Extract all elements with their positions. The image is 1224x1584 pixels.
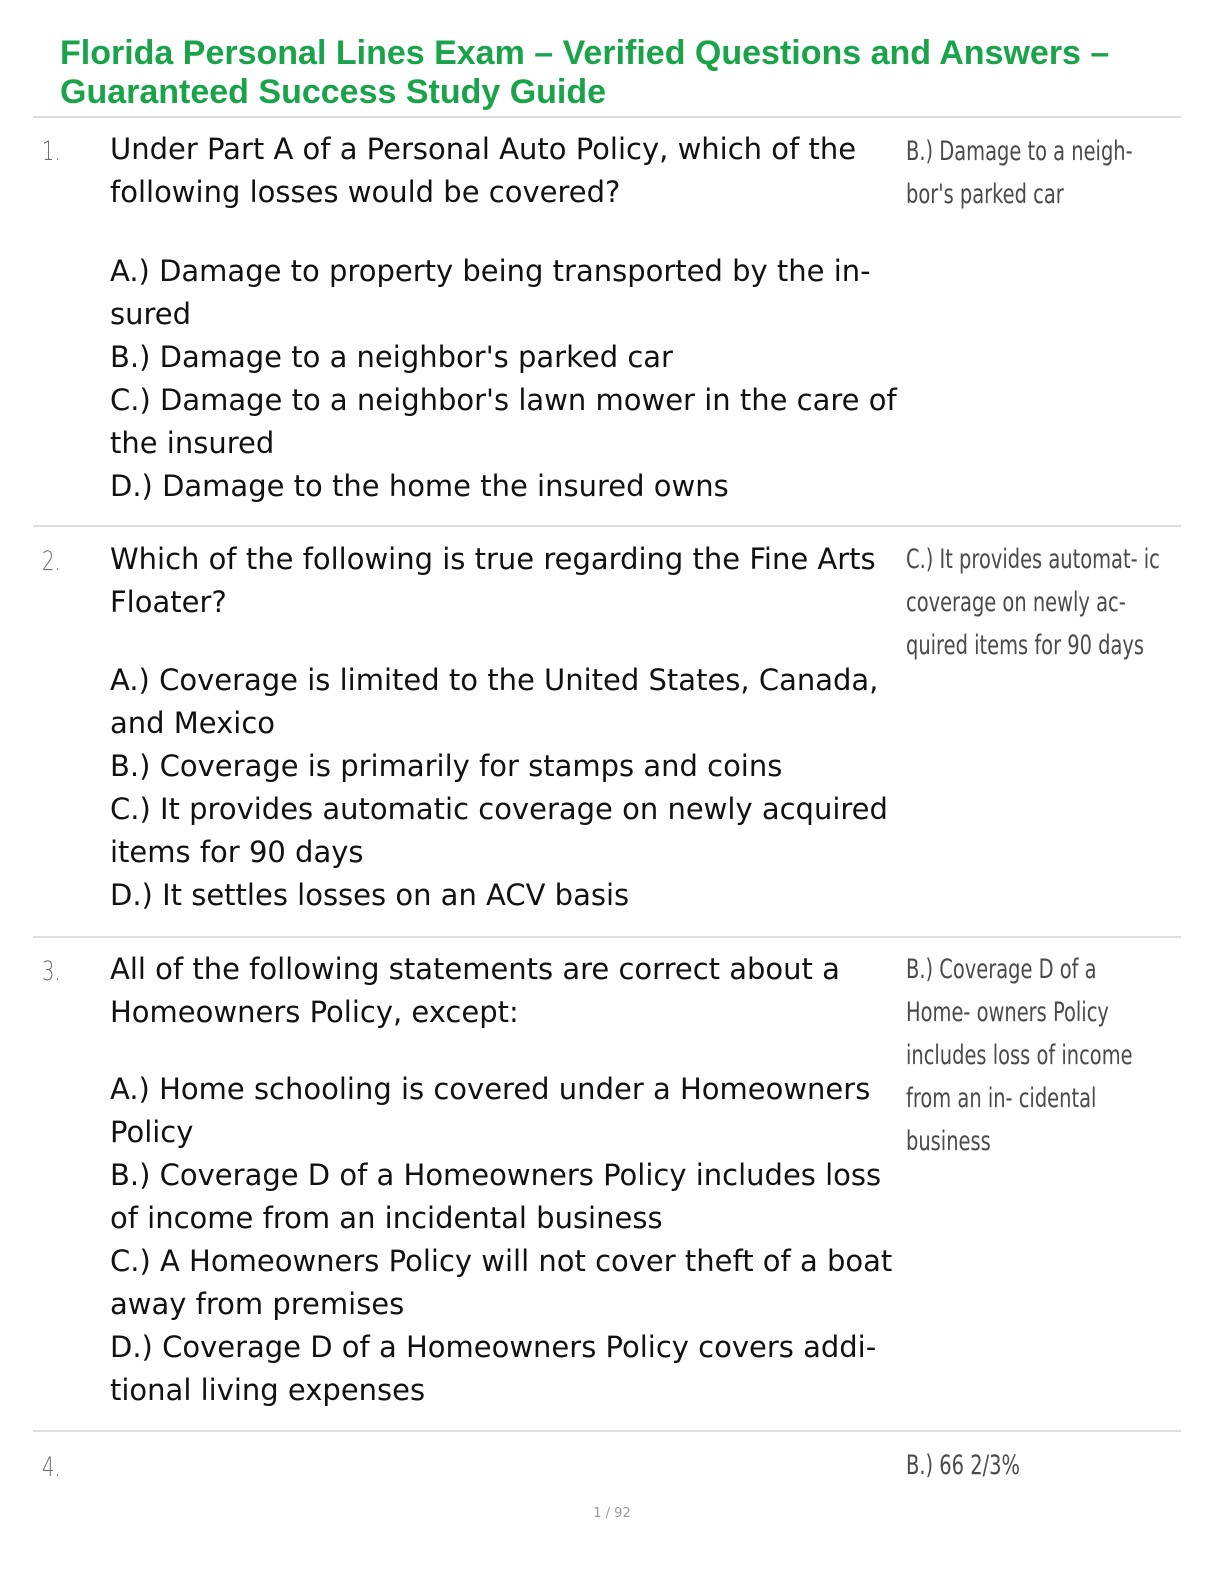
option-b: B.) Damage to a neighbor's parked car [110,340,673,374]
question-text: Under Part A of a Personal Auto Policy, which of the following losses would be covered? [110,132,857,209]
page-indicator: 1 / 92 [593,1506,631,1521]
divider [33,116,1181,118]
question-number: 1. [42,136,61,167]
answer-options [110,250,900,508]
document-title: Florida Personal Lines Exam – Verified Questions and Answers – Guaranteed Success Study Guide [60,34,1110,111]
option-a: A.) Damage to property being transported by the in- sured [110,254,871,331]
answer-options [110,659,900,917]
question-number: 3. [42,956,61,987]
option-d: D.) It settles losses on an ACV basis [110,878,630,912]
answer-options [110,1068,900,1412]
option-d: D.) Damage to the home the insured owns [110,469,729,503]
divider [33,525,1181,527]
option-c: C.) It provides automatic coverage on newly acquired items for 90 days [110,792,888,869]
correct-answer: B.) Damage to a neigh- bor's parked car [906,136,1133,210]
option-c: C.) A Homeowners Policy will not cover theft of a boat away from premises [110,1244,893,1321]
correct-answer: B.) 66 2/3% [906,1450,1020,1481]
divider [33,1430,1181,1432]
correct-answer: C.) It provides automat- ic coverage on newly ac- quired items for 90 days [906,544,1160,661]
option-c: C.) Damage to a neighbor's lawn mower in the care of the insured [110,383,897,460]
option-b: B.) Coverage D of a Homeowners Policy includes loss of income from an incidental business [110,1158,882,1235]
question-text: Which of the following is true regarding the Fine Arts Floater? [110,542,876,619]
question-number: 4. [42,1452,61,1483]
option-a: A.) Home schooling is covered under a Homeowners Policy [110,1072,871,1149]
question-text: All of the following statements are correct about a Homeowners Policy, except: [110,952,840,1029]
option-d: D.) Coverage D of a Homeowners Policy covers addi- tional living expenses [110,1330,877,1407]
correct-answer: B.) Coverage D of a Home- owners Policy includes loss of income from an in- cidental business [906,954,1133,1157]
option-b: B.) Coverage is primarily for stamps and coins [110,749,783,783]
option-a: A.) Coverage is limited to the United States, Canada, and Mexico [110,663,879,740]
question-number: 2. [42,546,61,577]
divider [33,936,1181,938]
